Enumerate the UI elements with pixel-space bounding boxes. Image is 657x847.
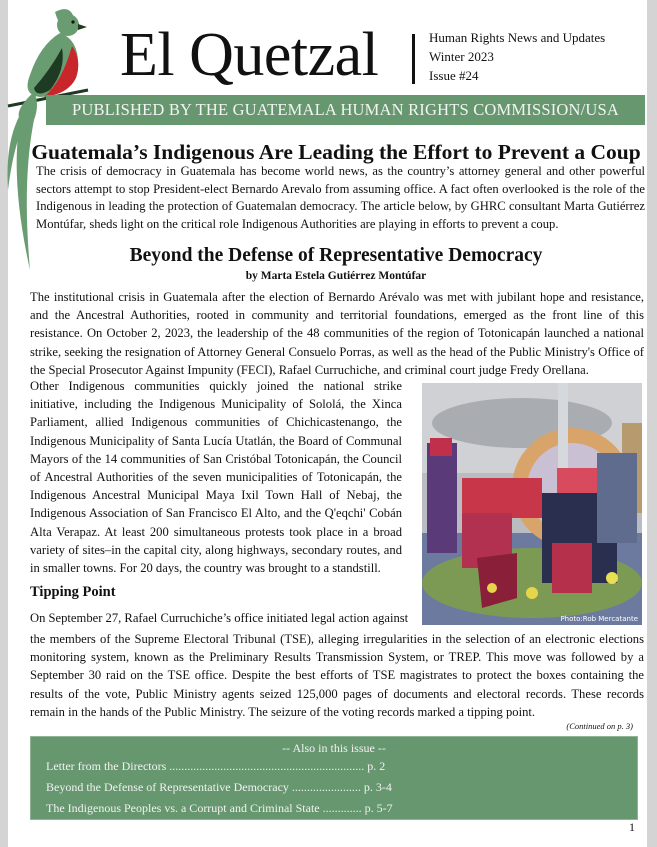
toc-item[interactable]: Letter from the Directors ................................................................. p. 2	[46, 759, 386, 773]
season: Winter 2023	[429, 49, 494, 64]
also-in-issue-box	[30, 736, 638, 820]
subheading-tipping-point: Tipping Point	[30, 584, 116, 600]
protest-photo-image	[422, 383, 642, 625]
newsletter-title: El Quetzal	[120, 21, 379, 89]
article-title: Beyond the Defense of Representative Democracy	[129, 245, 543, 266]
lead-headline: Guatemala’s Indigenous Are Leading the Effort to Prevent a Coup	[31, 140, 641, 164]
page-number: 1	[629, 820, 635, 834]
lead-intro: The crisis of democracy in Guatemala has become world news, as the country’s attorney general and other powerful sectors attempt to stop President-elect Bernardo Arevalo from assuming office. A fact often overlooked is the role of the Indigenous in leading the protection of Guatemalan democracy. The article below, by GHRC consultant Marta Gutiérrez Montúfar, sheds light on the critical role Indigenous Authorities are playing in efforts to prevent a coup.	[36, 164, 645, 231]
article-paragraph-first-line: On September 27, Rafael Curruchiche’s office initiated legal action against	[30, 611, 409, 625]
also-in-issue-heading: -- Also in this issue --	[282, 741, 386, 755]
tagline: Human Rights News and Updates	[429, 30, 606, 45]
title-divider	[412, 34, 415, 84]
article-paragraph: The institutional crisis in Guatemala after the election of Bernardo Arévalo was met with jubilant hope and resistance, and the Ancestral Authorities, rooted in community and territorial foundations, emerged as the front line of this resistance. On October 2, 2023, the leadership of the 48 communities of the region of Totonicapán launched a national strike, seeking the resignation of Attorney General Consuelo Porras, as well as the head of the Public Ministry's Office of the Special Prosecutor Against Impunity (FECI), Rafael Curruchiche, and criminal court judge Fredy Orellana.	[30, 290, 644, 377]
photo-credit: Photo:Rob Mercatante	[560, 615, 638, 623]
publisher-banner: PUBLISHED BY THE GUATEMALA HUMAN RIGHTS COMMISSION/USA	[46, 95, 645, 125]
newsletter-page	[8, 0, 647, 847]
issue-number: Issue #24	[429, 68, 479, 83]
toc-item[interactable]: Beyond the Defense of Representative Democracy ....................... p. 3-4	[46, 780, 392, 794]
continued-note: (Continued on p. 3)	[566, 721, 633, 731]
article-paragraph: Other Indigenous communities quickly joined the national strike initiative, including the Indigenous Municipality of Sololá, the Xinca Parliament, allied Indigenous communities of Chichicastenango, the Indigenous Municipality of Santa Lucía Utatlán, the Board of Communal Mayors of the 14 communities of San Cristóbal Totonicapán, the Council of Ancestral Authorities of the seven municipalities of Totonicapán, the Indigenous Ancestral Municipal Maya Ixil Town Hall of Nebaj, the Indigenous Association of San Francisco El Alto, and the Q'eqchi' Cobán Alta Verapaz. At least 200 simultaneous protests took place in a broad variety of sites–in the capital city, along highways, secondary routes, and in smaller towns. For 20 days, the country was brought to a standstill.	[30, 379, 402, 576]
article-paragraph: the members of the Supreme Electoral Tribunal (TSE), alleging irregularities in the selection of an electronic elections monitoring system, known as the Preliminary Results Transmission System, or TREP. This move was followed by a September 30 raid on the TSE office. Despite the best efforts of TSE magistrates to protect the boxes containing the results of the vote, Public Ministry agents seized 125,000 pages of documents and electoral records. These records remain in the hands of the Public Ministry. The seizure of the voting records marked a tipping point.	[30, 632, 644, 719]
article-byline: by Marta Estela Gutiérrez Montúfar	[245, 270, 427, 282]
toc-item[interactable]: The Indigenous Peoples vs. a Corrupt and Criminal State ............. p. 5-7	[46, 801, 393, 815]
protest-photo	[422, 383, 642, 625]
